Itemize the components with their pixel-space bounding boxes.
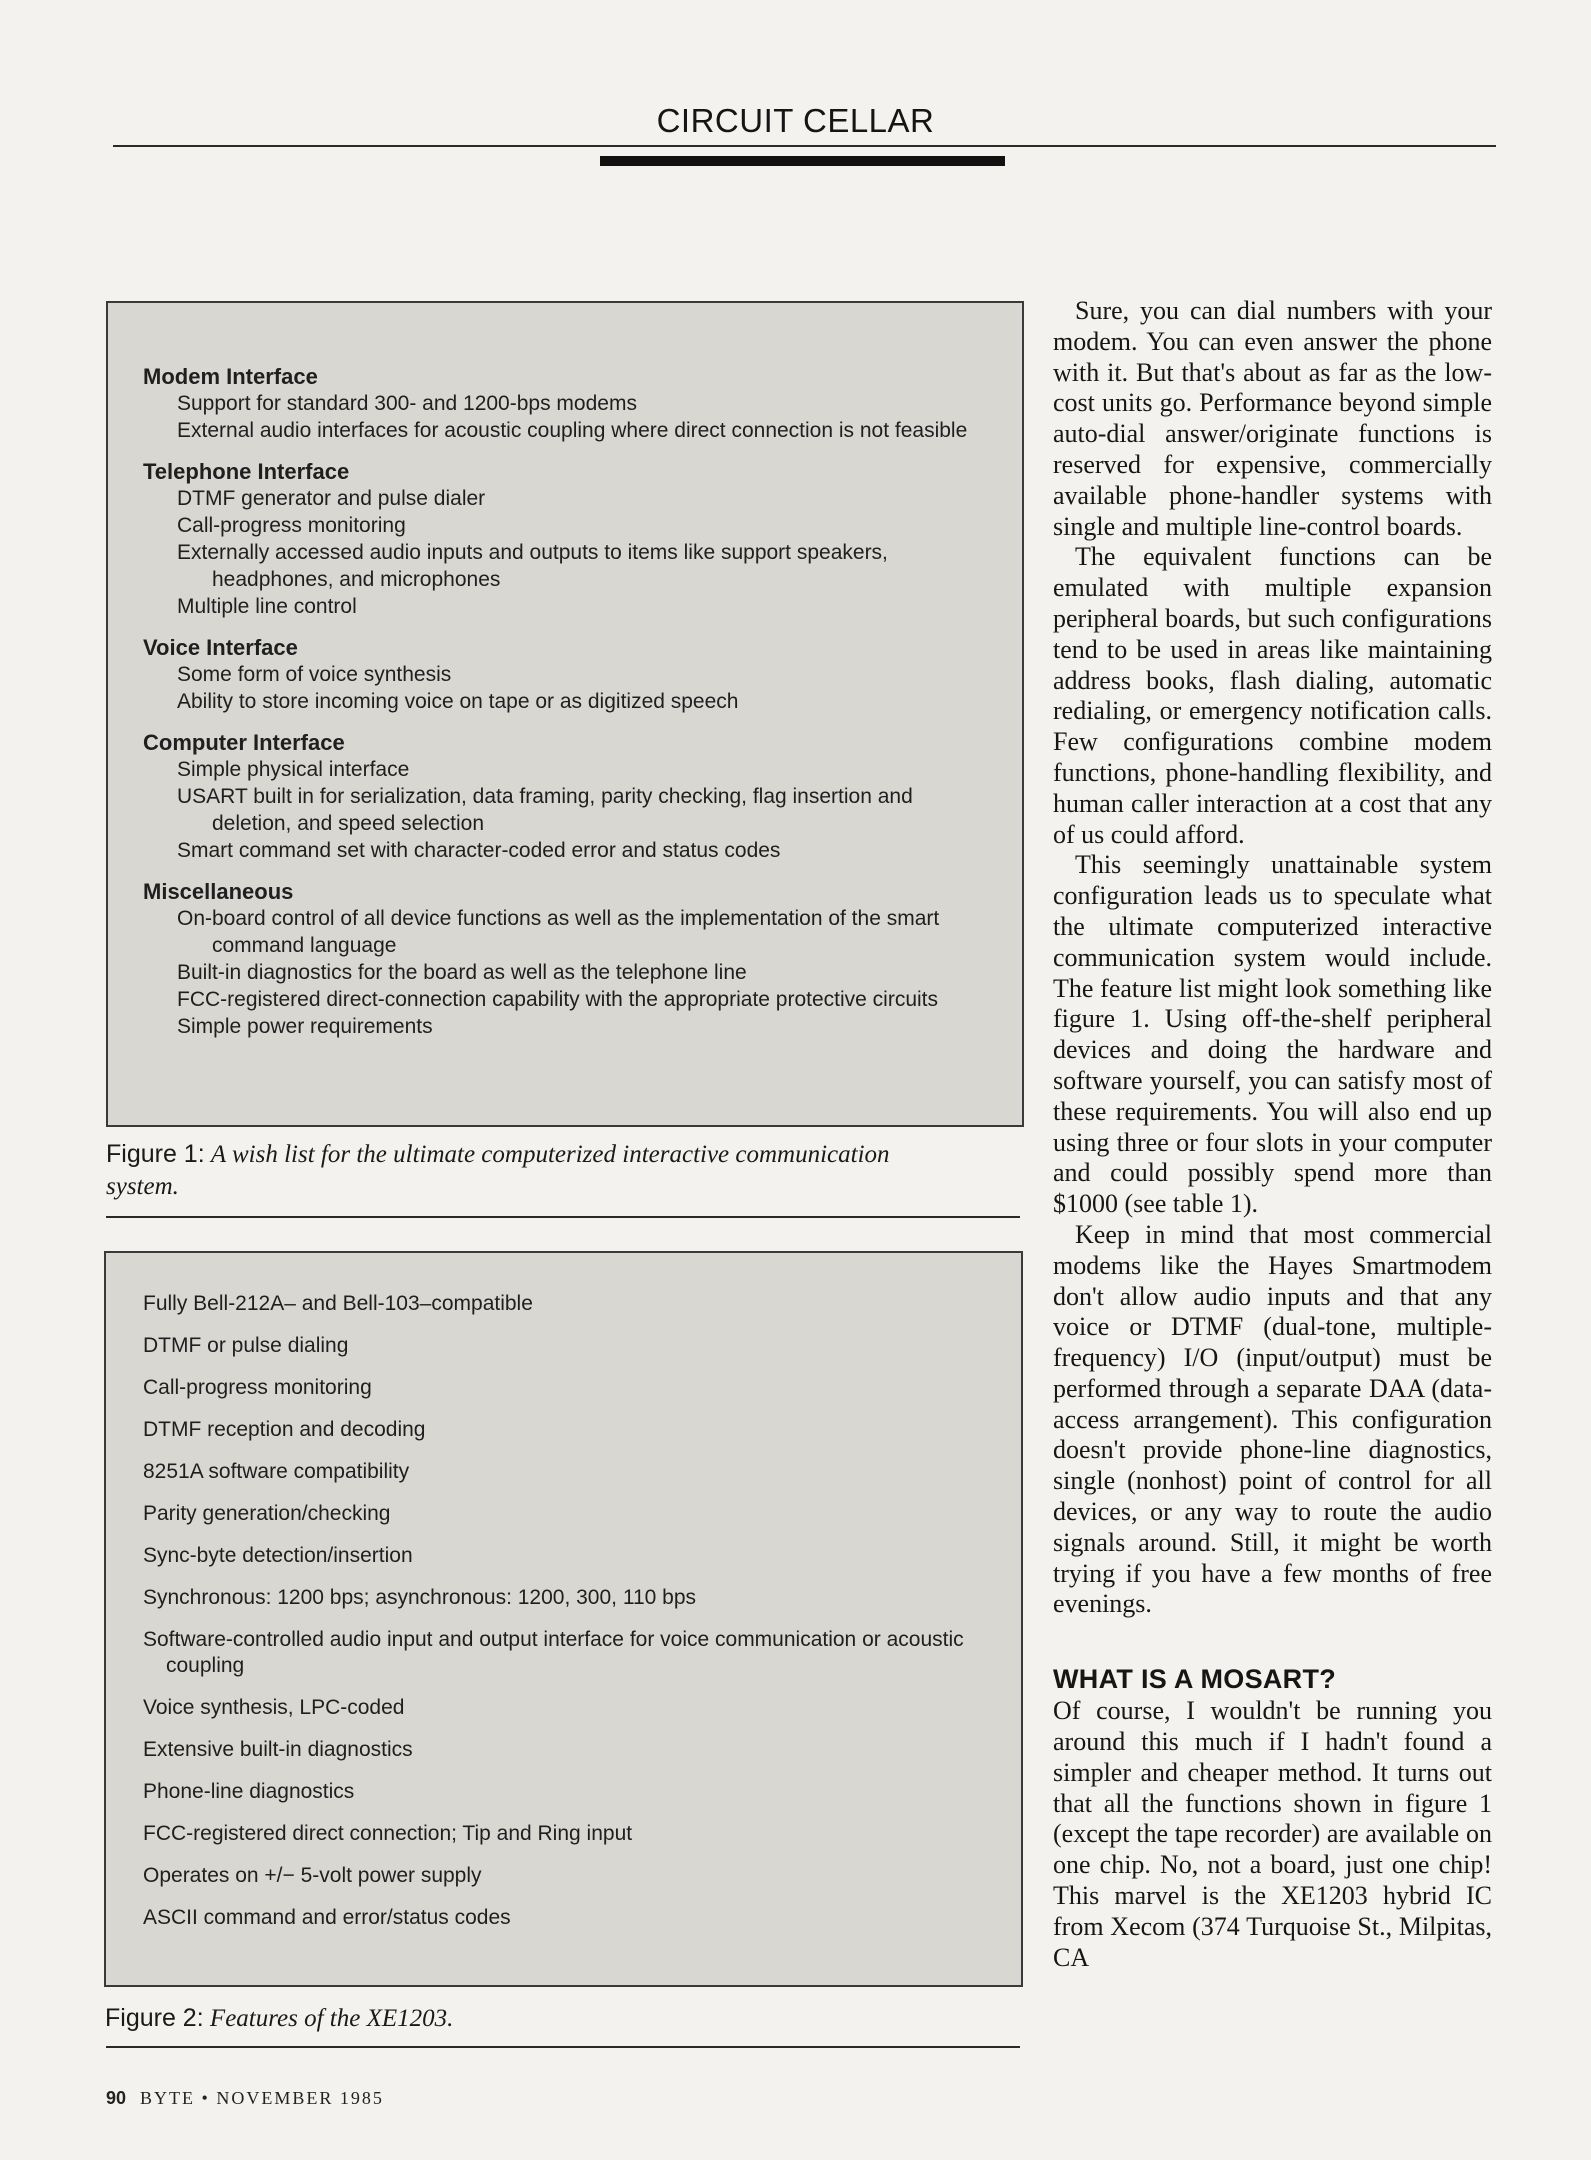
list-item: DTMF generator and pulse dialer [177,487,486,510]
feature-item: 8251A software compatibility [143,1460,410,1483]
list-item: Externally accessed audio inputs and outputs to items like support speakers, headphones, and microphones [177,541,888,591]
list-item: Built-in diagnostics for the board as well as the telephone line [177,961,747,984]
page-footer [106,2088,384,2109]
list-item: Support for standard 300- and 1200-bps modems [177,392,637,415]
section-heading: Modem Interface [143,364,318,389]
section-heading: Miscellaneous [143,879,294,904]
header-rule [113,145,1496,147]
list-item: External audio interfaces for acoustic coupling where direct connection is not feasible [177,419,968,442]
figure-1-section [143,729,992,864]
section-heading: Telephone Interface [143,459,350,484]
list-item: FCC-registered direct-connection capability with the appropriate protective circuits [177,988,939,1011]
page-number: 90 [106,2088,127,2108]
feature-item: Voice synthesis, LPC-coded [143,1696,405,1719]
caption-rule [106,1216,1020,1218]
article-paragraph: Of course, I wouldn't be running you around this much if I hadn't found a simpler and cheaper method. It turns out that all the functions shown in figure 1 (except the tape recorder) are available on one chip. No, not a board, just one chip! This marvel is the XE1203 hybrid IC from Xecom (374 Turquoise St., Milpitas, CA [1053,1696,1492,1972]
figure-1-caption [106,1138,936,1203]
list-item: On-board control of all device functions as well as the implementation of the smart command language [177,907,940,957]
footer-text: BYTE • NOVEMBER 1985 [140,2088,384,2108]
feature-item: Software-controlled audio input and output interface for voice communication or acoustic coupling [143,1628,964,1677]
caption-rule [106,2046,1020,2048]
figure-1-section [143,363,992,444]
feature-item: Synchronous: 1200 bps; asynchronous: 1200, 300, 110 bps [143,1586,697,1609]
figure-1-box [106,301,1024,1127]
caption-text: Features of the XE1203. [209,2005,454,2032]
caption-text: A wish list for the ultimate computerized interactive communication system. [106,1141,890,1200]
section-heading: Voice Interface [143,635,298,660]
figure-2-box [104,1251,1023,1987]
feature-item: FCC-registered direct connection; Tip and Ring input [143,1822,633,1845]
figure-1-section [143,458,992,620]
feature-item: Fully Bell-212A– and Bell-103–compatible [143,1292,533,1315]
figure-1-section [143,878,992,1040]
caption-label: Figure 2: [105,2004,204,2032]
list-item: Ability to store incoming voice on tape or as digitized speech [177,690,739,713]
list-item: Call-progress monitoring [177,514,406,537]
feature-item: DTMF or pulse dialing [143,1334,349,1357]
feature-item: Extensive built-in diagnostics [143,1738,413,1761]
list-item: Some form of voice synthesis [177,663,452,686]
article-subheading: WHAT IS A MOSART? [1053,1664,1337,1695]
list-item: Simple physical interface [177,758,410,781]
list-item: Simple power requirements [177,1015,433,1038]
article-paragraph: The equivalent functions can be emulated with multiple expansion peripheral boards, but such configurations tend to be used in areas like maintaining address books, flash dialing, automatic redialing, or emergency notification calls. Few configurations combine modem functions, phone-handling flexibility, and human caller interaction at a cost that any of us could afford. [1053,542,1492,849]
feature-item: Parity generation/checking [143,1502,391,1525]
article-paragraph: Sure, you can dial numbers with your modem. You can even answer the phone with it. But that's about as far as the low-cost units go. Performance beyond simple auto-dial answer/originate functions is reserved for expensive, commercially available phone-handler systems with single and multiple line-control boards. [1053,296,1492,541]
feature-item: Phone-line diagnostics [143,1780,355,1803]
list-item: USART built in for serialization, data framing, parity checking, flag insertion and deletion, and speed selection [177,785,913,835]
figure-2-caption [105,2002,985,2035]
section-heading: Computer Interface [143,730,345,755]
list-item: Multiple line control [177,595,357,618]
feature-item: DTMF reception and decoding [143,1418,426,1441]
feature-item: Call-progress monitoring [143,1376,372,1399]
list-item: Smart command set with character-coded error and status codes [177,839,781,862]
article-paragraph: This seemingly unattainable system configuration leads us to speculate what the ultimate computerized interactive communication system would include. The feature list might look something like figure 1. Using off-the-shelf peripheral devices and doing the hardware and software yourself, you can satisfy most of these requirements. You will also end up using three or four slots in your computer and could possibly spend more than $1000 (see table 1). [1053,850,1492,1219]
feature-item: ASCII command and error/status codes [143,1906,511,1929]
article-paragraph: Keep in mind that most commercial modems like the Hayes Smartmodem don't allow audio inputs and that any voice or DTMF (dual-tone, multiple-frequency) I/O (input/output) must be performed through a separate DAA (data-access arrangement). This configuration doesn't provide phone-line diagnostics, single (nonhost) point of control for all devices, or any way to route the audio signals around. Still, it might be worth trying if you have a few months of free evenings. [1053,1219,1492,1619]
section-title: CIRCUIT CELLAR [656,102,935,139]
feature-item: Operates on +/− 5-volt power supply [143,1864,482,1887]
feature-item: Sync-byte detection/insertion [143,1544,413,1567]
figure-1-section [143,634,992,715]
article-column [1053,296,1492,1973]
caption-label: Figure 1: [106,1140,205,1168]
header-bar [600,156,1005,166]
